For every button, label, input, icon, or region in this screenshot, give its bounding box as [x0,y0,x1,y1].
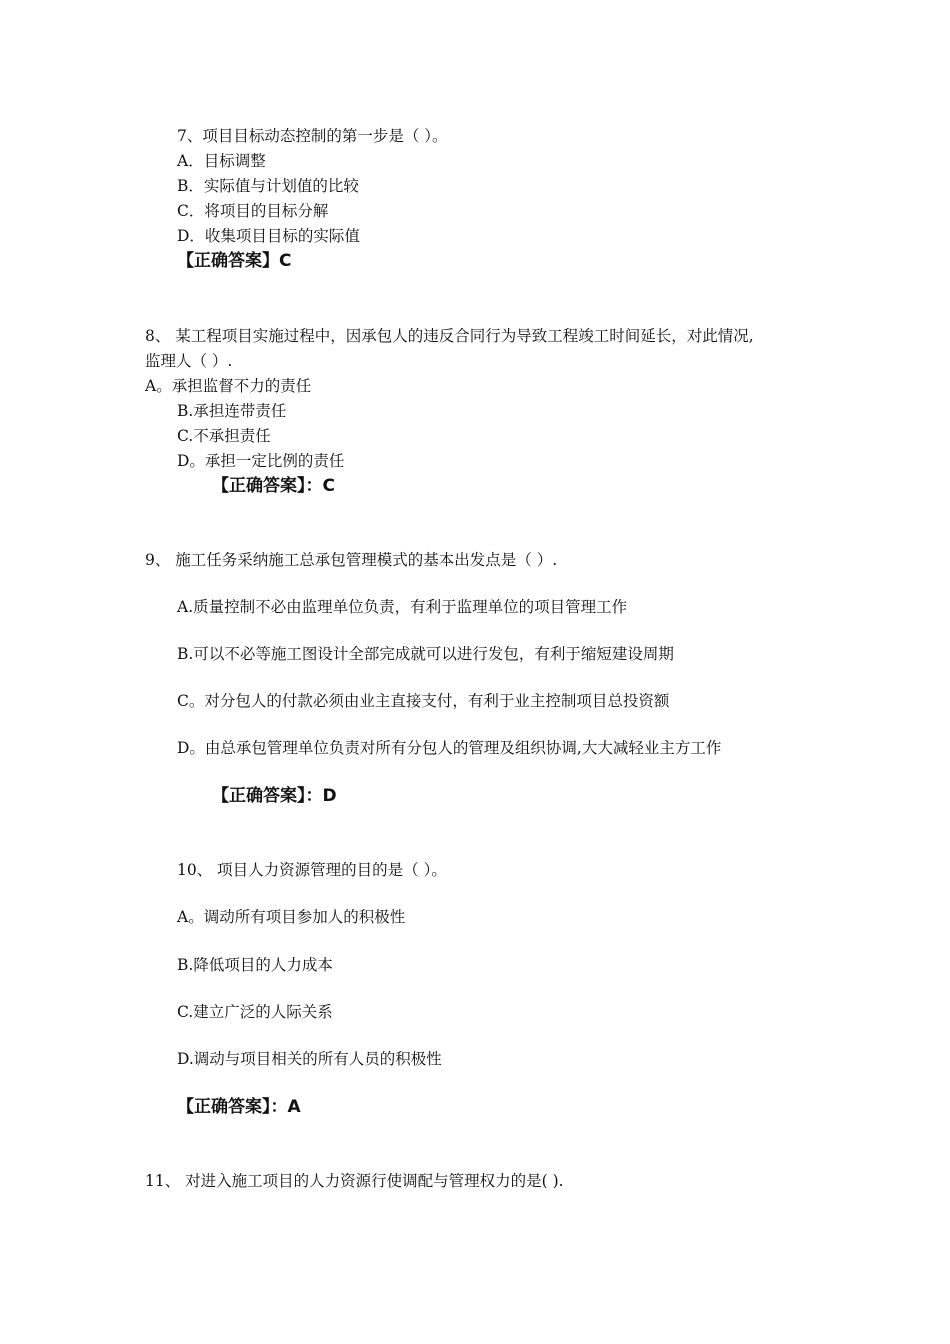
q8-option-b: B.承担连带责任 [177,402,287,420]
q9-option-a: A.质量控制不必由监理单位负责，有利于监理单位的项目管理工作 [177,598,628,616]
q10-option-b: B.降低项目的人力成本 [177,956,333,974]
q7-option-a: A．目标调整 [177,152,266,170]
q10-stem: 10、 项目人力资源管理的目的是（ ）。 [177,861,447,879]
q9-answer: 【正确答案】：D [212,786,337,806]
q8-option-d: D。承担一定比例的责任 [177,452,345,470]
q8-option-a: A。承担监督不力的责任 [145,377,312,395]
q8-answer: 【正确答案】：C [212,476,335,496]
q8-stem-line1: 8、 某工程项目实施过程中，因承包人的违反合同行为导致工程竣工时间延长，对此情况, [145,327,754,345]
q9-stem: 9、 施工任务采纳施工总承包管理模式的基本出发点是（ ）. [145,551,558,569]
q7-option-c: C．将项目的目标分解 [177,202,329,220]
q7-stem: 7、项目目标动态控制的第一步是（ ）。 [177,127,448,145]
q7-answer: 【正确答案】C [177,251,292,271]
q7-option-b: B．实际值与计划值的比较 [177,177,359,195]
q9-option-b: B.可以不必等施工图设计全部完成就可以进行发包，有利于缩短建设周期 [177,645,674,663]
q11-stem: 11、 对进入施工项目的人力资源行使调配与管理权力的是( ). [145,1172,564,1190]
q8-stem-line2: 监理人（ ）. [145,352,233,370]
q8-option-c: C.不承担责任 [177,427,271,445]
q9-option-d: D。由总承包管理单位负责对所有分包人的管理及组织协调,大大减轻业主方工作 [177,739,722,757]
q9-option-c: C。对分包人的付款必须由业主直接支付，有利于业主控制项目总投资额 [177,692,670,710]
q10-option-d: D.调动与项目相关的所有人员的积极性 [177,1050,442,1068]
q7-option-d: D．收集项目目标的实际值 [177,227,360,245]
q10-option-a: A。调动所有项目参加人的积极性 [177,908,406,926]
q10-option-c: C.建立广泛的人际关系 [177,1003,333,1021]
q10-answer: 【正确答案】：A [177,1097,301,1117]
